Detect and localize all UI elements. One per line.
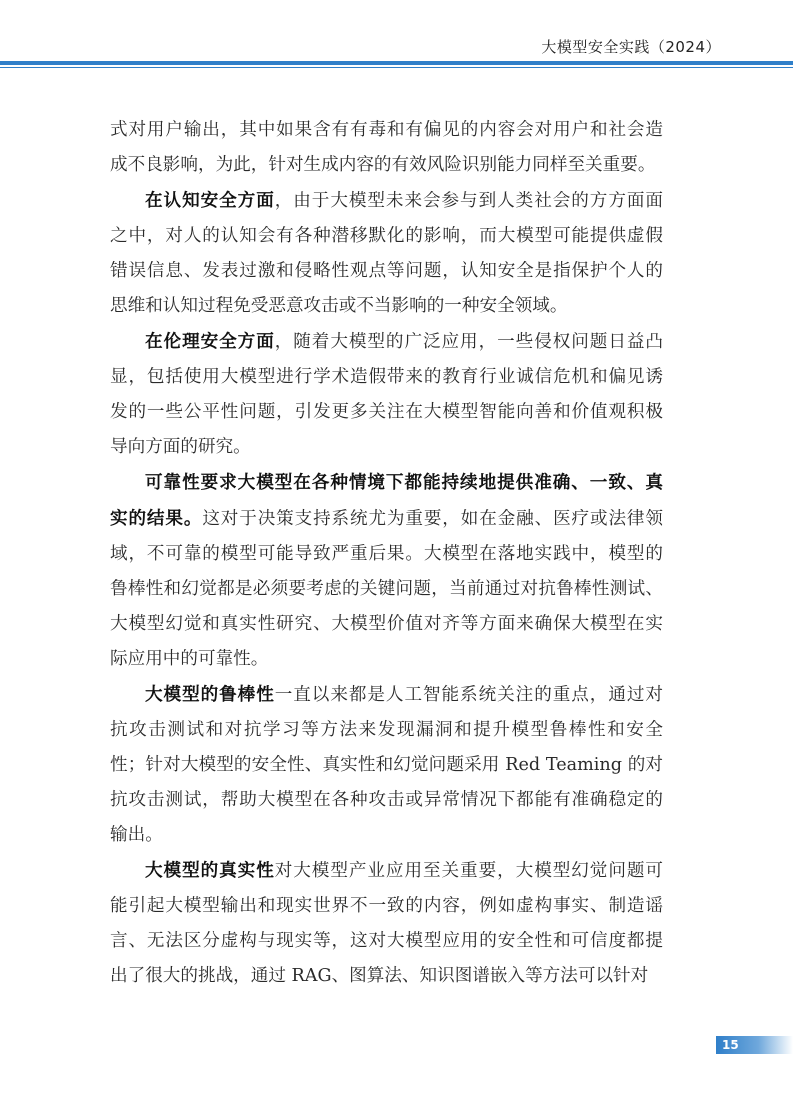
line-text: 域，不可靠的模型可能导致严重后果。大模型在落地实践中，模型的 (110, 544, 663, 564)
text-line (110, 183, 663, 219)
text-line (110, 501, 663, 537)
line-text: 鲁棒性和幻觉都是必须要考虑的关键问题，当前通过对抗鲁棒性测试、 (110, 579, 663, 599)
bold-lead-text: 在伦理安全方面 (145, 331, 275, 352)
text-line (110, 219, 663, 254)
text-line (110, 395, 663, 430)
paragraph (110, 113, 663, 183)
line-text: 导向方面的研究。 (110, 437, 251, 457)
line-text: 抗攻击测试和对抗学习等方法来发现漏洞和提升模型鲁棒性和安全 (110, 720, 663, 740)
text-line (110, 853, 663, 889)
paragraph (110, 324, 663, 465)
line-text: 输出。 (110, 825, 163, 845)
text-line (110, 572, 663, 607)
paragraph (110, 853, 663, 994)
text-line (110, 889, 663, 924)
page-number: 15 (722, 1038, 739, 1052)
line-text: 际应用中的可靠性。 (110, 649, 269, 669)
bold-lead-text: 在认知安全方面 (145, 190, 275, 211)
text-line (110, 430, 663, 465)
text-line (110, 254, 663, 289)
line-text: 发的一些公平性问题，引发更多关注在大模型智能向善和价值观积极 (110, 402, 663, 422)
bold-lead-text: 大模型的真实性 (145, 860, 275, 881)
line-text: 出了很大的挑战，通过 RAG、图算法、知识图谱嵌入等方法可以针对 (110, 966, 649, 986)
text-line (110, 148, 663, 183)
text-line (110, 324, 663, 360)
line-text: 抗攻击测试，帮助大模型在各种攻击或异常情况下都能有准确稳定的 (110, 790, 663, 810)
body-text (110, 113, 663, 994)
text-line (110, 748, 663, 783)
text-line (110, 465, 663, 501)
text-line (110, 537, 663, 572)
text-line (110, 677, 663, 713)
text-line (110, 924, 663, 959)
bold-lead-text: 大模型的鲁棒性 (145, 684, 275, 705)
header-rule-thick (0, 61, 793, 65)
page-number-tab (716, 1036, 793, 1054)
paragraph (110, 465, 663, 677)
text-line (110, 289, 663, 324)
text-line (110, 959, 663, 994)
line-text: 一直以来都是人工智能系统关注的重点，通过对 (274, 685, 663, 705)
text-line (110, 642, 663, 677)
bold-lead-text: 可靠性要求大模型在各种情境下都能持续地提供准确、一致、真 (145, 472, 663, 493)
line-text: 对大模型产业应用至关重要，大模型幻觉问题可 (274, 861, 663, 881)
paragraph (110, 183, 663, 324)
line-text: 性；针对大模型的安全性、真实性和幻觉问题采用 Red Teaming 的对 (110, 755, 663, 775)
text-line (110, 818, 663, 853)
bold-lead-text: 实的结果。 (110, 508, 203, 529)
line-text: 之中，对人的认知会有各种潜移默化的影响，而大模型可能提供虚假 (110, 226, 663, 246)
line-text: 式对用户输出，其中如果含有有毒和有偏见的内容会对用户和社会造 (110, 120, 663, 140)
header-rule-thin (0, 67, 793, 68)
text-line (110, 607, 663, 642)
line-text: 错误信息、发表过激和侵略性观点等问题，认知安全是指保护个人的 (110, 261, 663, 281)
line-text: 大模型幻觉和真实性研究、大模型价值对齐等方面来确保大模型在实 (110, 614, 663, 634)
text-line (110, 113, 663, 148)
line-text: ，由于大模型未来会参与到人类社会的方方面面 (274, 191, 663, 211)
line-text: 这对于决策支持系统尤为重要，如在金融、医疗或法律领 (202, 509, 663, 529)
header-title: 大模型安全实践（2024） (541, 38, 721, 56)
line-text: 显，包括使用大模型进行学术造假带来的教育行业诚信危机和偏见诱 (110, 367, 663, 387)
line-text: 言、无法区分虚构与现实等，这对大模型应用的安全性和可信度都提 (110, 931, 663, 951)
text-line (110, 713, 663, 748)
line-text: 成不良影响，为此，针对生成内容的有效风险识别能力同样至关重要。 (110, 155, 656, 175)
text-line (110, 360, 663, 395)
paragraph (110, 677, 663, 853)
line-text: ，随着大模型的广泛应用，一些侵权问题日益凸 (274, 332, 663, 352)
text-line (110, 783, 663, 818)
line-text: 能引起大模型输出和现实世界不一致的内容，例如虚构事实、制造谣 (110, 896, 663, 916)
line-text: 思维和认知过程免受恶意攻击或不当影响的一种安全领域。 (110, 296, 568, 316)
